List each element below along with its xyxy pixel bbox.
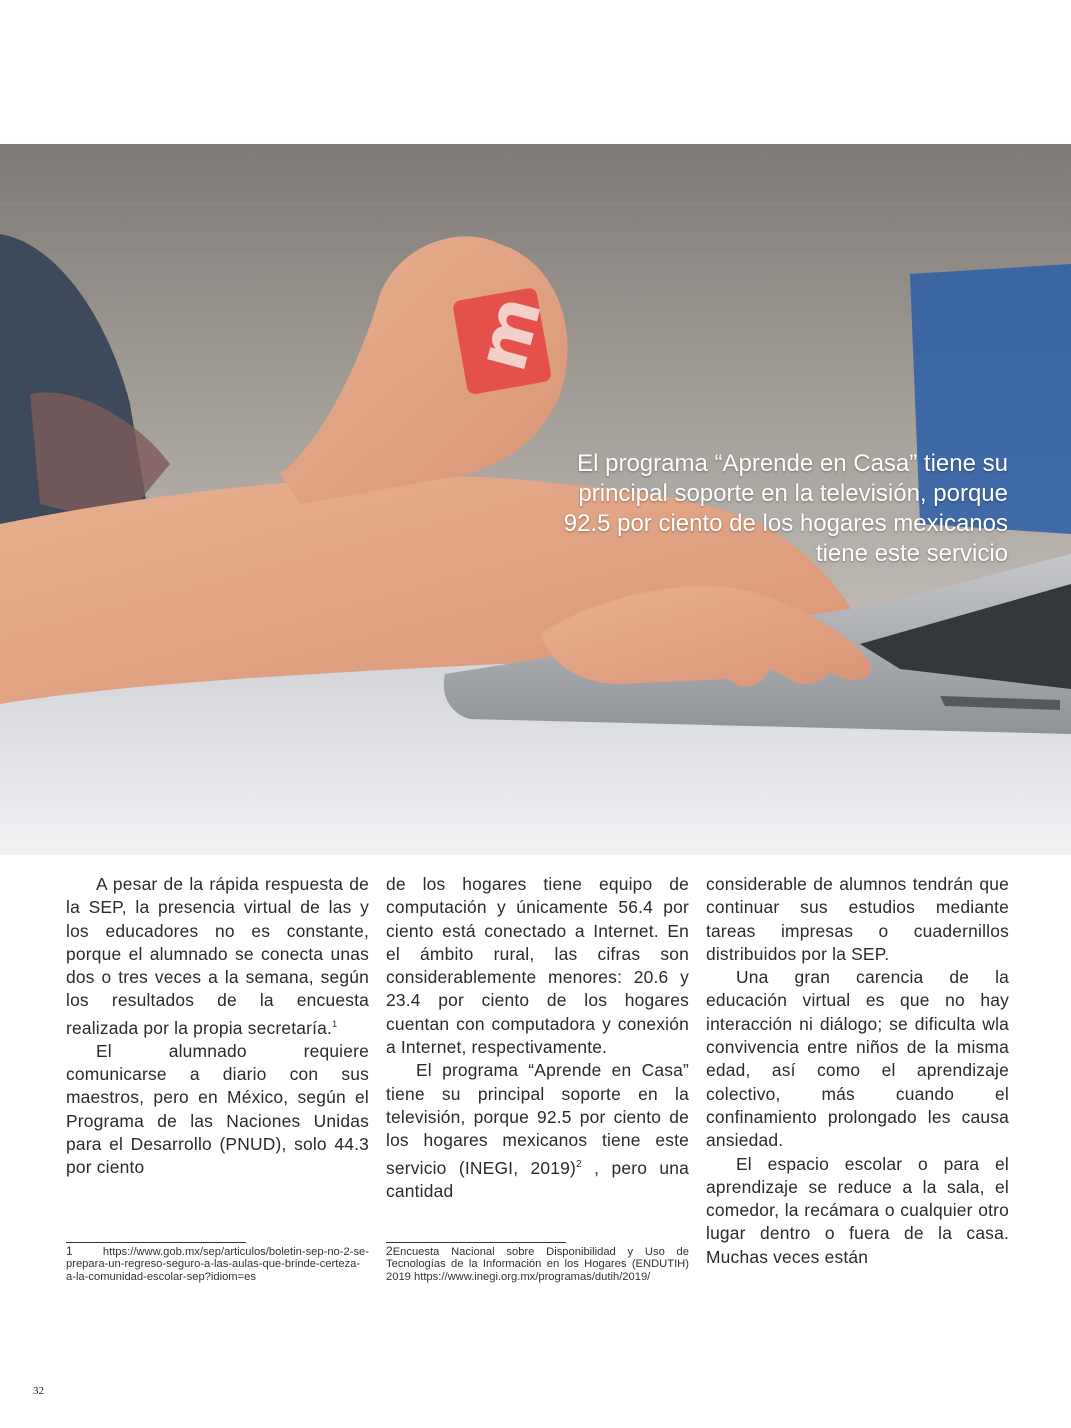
- hero-photo: [0, 144, 1071, 855]
- footnote-2: [386, 1245, 689, 1283]
- footnote-mark: 1: [66, 1244, 73, 1258]
- footnote-ref: 2: [576, 1158, 582, 1170]
- article-column-2: [386, 873, 689, 1203]
- paragraph: Una gran carencia de la educación virtual es que no hay interacción ni diálogo; se dificulta wla convivencia entre niños de la misma edad, así como el aprendizaje colectivo, más cuando el confinamiento prolongado les causa ansiedad.: [706, 967, 1009, 1151]
- footnote-mark: 2: [386, 1244, 393, 1258]
- block-letter: m: [459, 287, 558, 380]
- paragraph-text: , pero una cantidad: [386, 1157, 689, 1201]
- footnote-divider: [386, 1242, 566, 1243]
- footnote-divider: [66, 1242, 246, 1243]
- paragraph: El alumnado requiere comunicarse a diario con sus maestros, pero en México, según el Programa de las Naciones Unidas para el Desarrollo (PNUD), solo 44.3 por ciento: [66, 1040, 369, 1178]
- footnote-1: [66, 1245, 369, 1283]
- article-column-3: [706, 873, 1009, 1269]
- paragraph: considerable de alumnos tendrán que continuar sus estudios mediante tareas impresas o cuadernillos distribuidos por la SEP.: [706, 874, 1009, 964]
- paragraph: de los hogares tiene equipo de computación y únicamente 56.4 por ciento está conectado a Internet. En el ámbito rural, las cifras son considerablemente menores: 20.6 y 23.4 por ciento de los hogares cuentan con computadora y conexión a Internet, respectivamente.: [386, 874, 689, 1058]
- paragraph-text: El programa “Aprende en Casa” tiene su principal soporte en la televisión, porque 92.5 por ciento de los hogares mexicanos tiene este servicio (INEGI, 2019): [386, 1060, 689, 1178]
- paragraph: [386, 1059, 689, 1203]
- paragraph: [66, 873, 369, 1040]
- paragraph-text: A pesar de la rápida respuesta de la SEP, la presencia virtual de las y los educadores no es constante, porque el alumnado se conecta unas dos o tres veces a la semana, según los resultados de la encuesta realizada por la propia secretaría.: [66, 874, 369, 1038]
- article-column-1: [66, 873, 369, 1180]
- footnote-ref: 1: [332, 1018, 338, 1029]
- footnote-text: https://www.gob.mx/sep/articulos/boletin-sep-no-2-se-prepara-un-regreso-seguro-a-las-aulas-que-brinde-certeza-a-la-comunidad-escolar-sep?idiom=es: [66, 1246, 369, 1283]
- pull-quote: El programa “Aprende en Casa” tiene su principal soporte en la televisión, porque 92.5 por ciento de los hogares mexicanos tiene este servicio: [563, 450, 1008, 567]
- footnote-text: Encuesta Nacional sobre Disponibilidad y Uso de Tecnologías de la Información en los Hogares (ENDUTIH) 2019 https://www.inegi.org.mx/programas/dutih/2019/: [386, 1246, 689, 1283]
- page-number: 32: [33, 1385, 44, 1397]
- paragraph: El espacio escolar o para el aprendizaje se reduce a la sala, el comedor, la recámara o cualquier otro lugar dentro o fuera de la casa. Muchas veces están: [706, 1153, 1009, 1267]
